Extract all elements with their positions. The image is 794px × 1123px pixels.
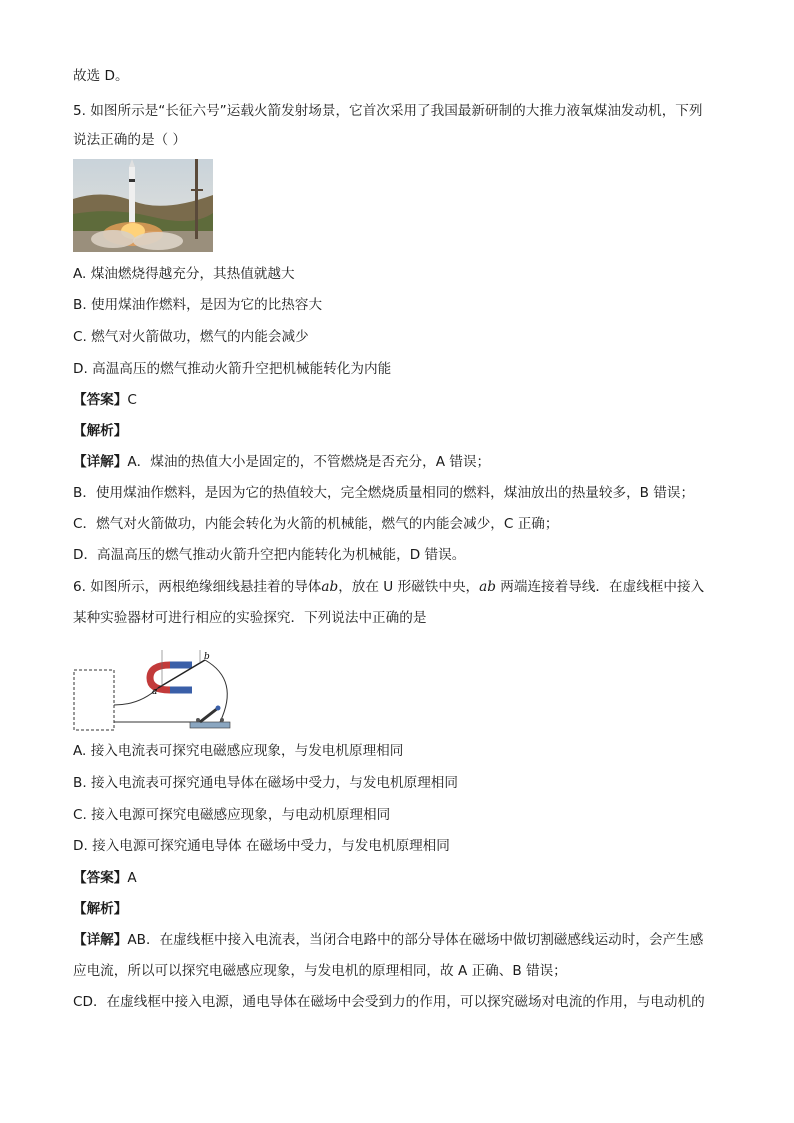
analysis-tag-6: 【解析】 xyxy=(73,901,128,917)
detail-6a xyxy=(73,930,703,950)
answer-5 xyxy=(73,390,137,410)
question-5-stem: 5. 如图所示是“长征六号”运载火箭发射场景，它首次采用了我国最新研制的大推力液氧煤油发动机，下列 xyxy=(73,103,703,119)
label-a: a xyxy=(152,687,158,697)
option-6d: D. 接入电源可探究通电导体 在磁场中受力，与发电机原理相同 xyxy=(73,838,450,854)
rocket-launch-photo xyxy=(73,159,213,252)
option-6b: B. 接入电流表可探究通电导体在磁场中受力，与发电机原理相同 xyxy=(73,775,458,791)
option-6a: A. 接入电流表可探究电磁感应现象，与发电机原理相同 xyxy=(73,743,404,759)
detail-text: AB．在虚线框中接入电流表，当闭合电路中的部分导体在磁场中做切割磁感线运动时，会产生感 xyxy=(127,932,704,948)
stem-part: ，放在 U 形磁铁中央， xyxy=(338,579,480,595)
conductor-label: ab xyxy=(321,579,339,595)
detail-tag: 【详解】 xyxy=(73,932,128,948)
question-6-stem xyxy=(73,577,704,597)
question-5-stem-cont: 说法正确的是（ ） xyxy=(73,132,187,148)
detail-6c: CD．在虚线框中接入电源，通电导体在磁场中会受到力的作用，可以探究磁场对电流的作用，与电动机的 xyxy=(73,994,705,1010)
detail-text: A．煤油的热值大小是固定的，不管燃烧是否充分，A 错误； xyxy=(127,454,491,470)
option-6c: C. 接入电源可探究电磁感应现象，与电动机原理相同 xyxy=(73,807,391,823)
option-5b: B. 使用煤油作燃料，是因为它的比热容大 xyxy=(73,297,323,313)
option-5d: D. 高温高压的燃气推动火箭升空把机械能转化为内能 xyxy=(73,361,392,377)
answer-tag: 【答案】 xyxy=(73,392,128,408)
detail-6b: 应电流，所以可以探究电磁感应现象，与发电机的原理相同，故 A 正确、B 错误； xyxy=(73,963,567,979)
stem-part: 6. 如图所示，两根绝缘细线悬挂着的导体 xyxy=(73,579,322,595)
detail-5b: B．使用煤油作燃料，是因为它的热值较大，完全燃烧质量相同的燃料，煤油放出的热量较多，B 错误； xyxy=(73,485,695,501)
detail-tag: 【详解】 xyxy=(73,454,128,470)
answer-6 xyxy=(73,868,137,888)
question-6-stem-cont: 某种实验器材可进行相应的实验探究．下列说法中正确的是 xyxy=(73,610,427,626)
analysis-tag-5: 【解析】 xyxy=(73,423,128,439)
option-5a: A. 煤油燃烧得越充分，其热值就越大 xyxy=(73,266,295,282)
detail-5a xyxy=(73,452,490,472)
detail-5d: D．高温高压的燃气推动火箭升空把内能转化为机械能，D 错误。 xyxy=(73,547,466,563)
option-5c: C. 燃气对火箭做功，燃气的内能会减少 xyxy=(73,329,309,345)
label-b: b xyxy=(204,652,210,662)
magnet-experiment-diagram xyxy=(70,650,245,735)
answer-value: C xyxy=(127,392,137,408)
text-line: 故选 D。 xyxy=(73,68,129,84)
answer-tag: 【答案】 xyxy=(73,870,128,886)
detail-5c: C．燃气对火箭做功，内能会转化为火箭的机械能，燃气的内能会减少，C 正确； xyxy=(73,516,559,532)
answer-value: A xyxy=(127,870,137,886)
stem-part: 两端连接着导线．在虚线框中接入 xyxy=(495,579,705,595)
conductor-label: ab xyxy=(479,579,496,595)
